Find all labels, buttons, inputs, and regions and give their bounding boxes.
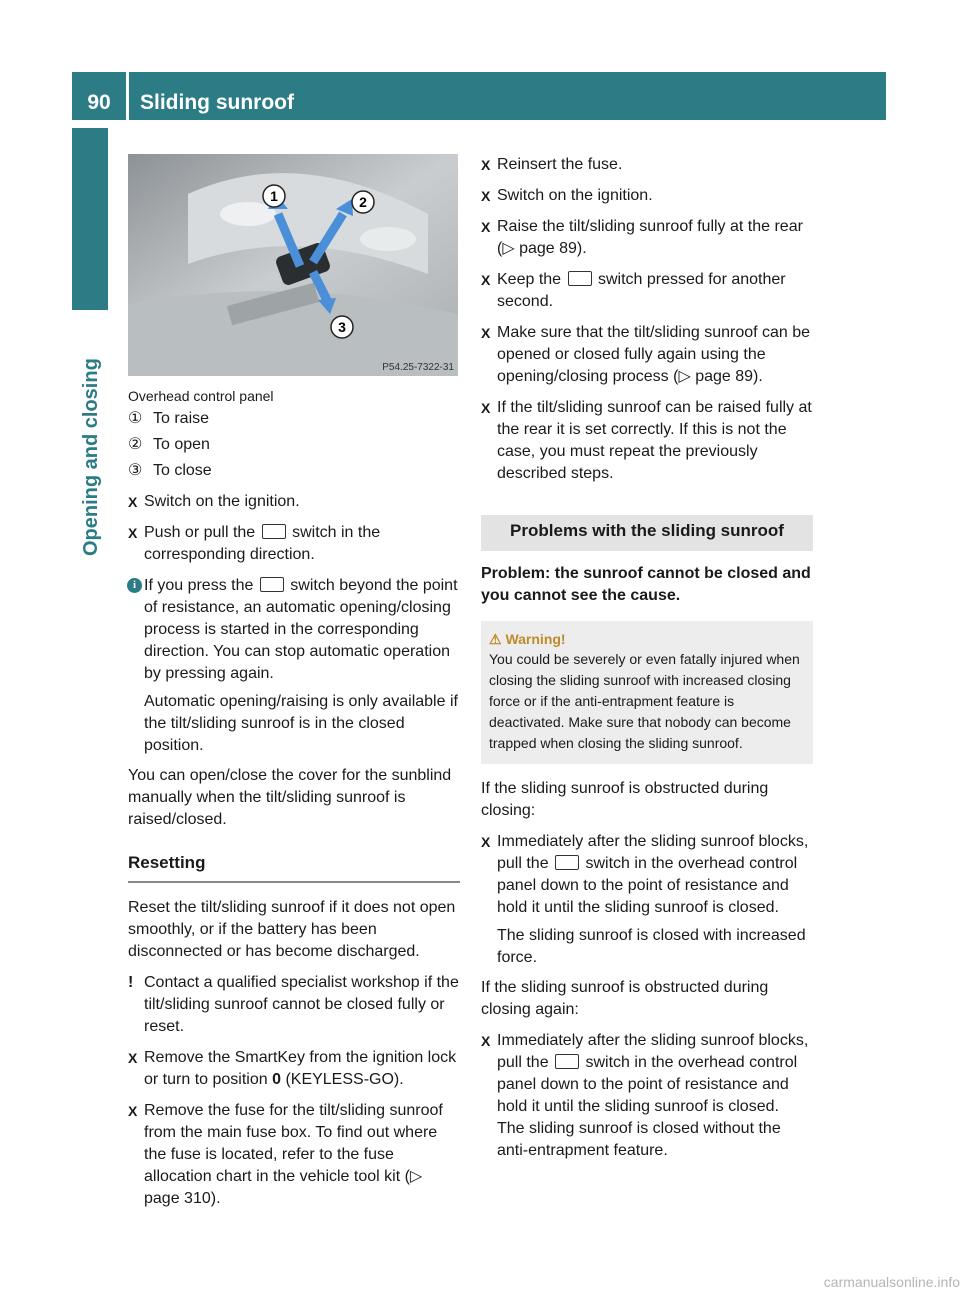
page-number: 90 bbox=[87, 91, 111, 114]
step: X Remove the fuse for the tilt/sliding sunroof from the main fuse box. To find out where the fuse is located, refer to the fuse allocation chart in the vehicle tool kit (▷ page 310). bbox=[128, 1102, 443, 1207]
section-heading: Resetting bbox=[128, 853, 460, 883]
marker-1: 1 bbox=[270, 188, 278, 204]
legend-item: ③ To close bbox=[128, 462, 212, 479]
switch-icon bbox=[555, 1054, 579, 1069]
section-tab bbox=[72, 128, 108, 310]
section-label: Opening and closing bbox=[80, 358, 102, 556]
step: X Reinsert the fuse. bbox=[481, 156, 623, 173]
step: X Immediately after the sliding sunroof blocks, pull the switch in the overhead control panel down to the point of resistance and hold it until the sliding sunroof is closed. The sliding sunroof is closed without the anti-entrapment feature. bbox=[481, 1032, 809, 1159]
figure-caption: Overhead control panel bbox=[128, 388, 274, 404]
legend-item: ① To raise bbox=[128, 410, 210, 427]
problem-statement: Problem: the sunroof cannot be closed and you cannot see the cause. bbox=[481, 565, 811, 604]
step: X Immediately after the sliding sunroof blocks, pull the switch in the overhead control panel down to the point of resistance and hold it until the sliding sunroof is closed. The sliding sunroof is closed with increased force. bbox=[481, 833, 809, 966]
page-title: Sliding sunroof bbox=[140, 91, 294, 114]
switch-icon bbox=[555, 855, 579, 870]
paragraph: If the sliding sunroof is obstructed during closing again: bbox=[481, 979, 769, 1018]
step: X Switch on the ignition. bbox=[128, 493, 300, 510]
section-heading: Problems with the sliding sunroof bbox=[481, 515, 813, 551]
legend-item: ② To open bbox=[128, 436, 210, 453]
caution-note: ! Contact a qualified specialist workshop if the tilt/sliding sunroof cannot be closed fully or reset. bbox=[128, 974, 459, 1035]
info-note: i If you press the switch beyond the point of resistance, an automatic opening/closing process is started in the corresponding direction. You can stop automatic operation by pressing again. Automatic opening/raising is only available if the tilt/sliding sunroof is in the closed position. bbox=[128, 575, 460, 757]
figure-code: P54.25-7322-31 bbox=[382, 362, 454, 373]
step: X Raise the tilt/sliding sunroof fully at the rear (▷ page 89). bbox=[481, 218, 803, 257]
info-icon: i bbox=[127, 578, 142, 593]
marker-2: 2 bbox=[359, 194, 367, 210]
watermark: carmanualsonline.info bbox=[823, 1274, 960, 1290]
step: X If the tilt/sliding sunroof can be raised fully at the rear it is set correctly. If this is not the case, you must repeat the previously described steps. bbox=[481, 399, 812, 482]
marker-3: 3 bbox=[338, 319, 346, 335]
step: X Make sure that the tilt/sliding sunroof can be opened or closed fully again using the opening/closing process (▷ page 89). bbox=[481, 324, 811, 385]
step: X Remove the SmartKey from the ignition lock or turn to position 0 (KEYLESS-GO). bbox=[128, 1049, 457, 1088]
switch-icon bbox=[262, 524, 286, 539]
overhead-panel-photo bbox=[128, 154, 458, 376]
warning-icon: ⚠ bbox=[489, 631, 502, 647]
header-divider bbox=[126, 72, 129, 120]
left-column bbox=[128, 154, 460, 1210]
step: X Keep the switch pressed for another second. bbox=[481, 271, 786, 310]
step: X Switch on the ignition. bbox=[481, 187, 653, 204]
switch-icon bbox=[568, 271, 592, 286]
paragraph: If the sliding sunroof is obstructed during closing: bbox=[481, 780, 769, 819]
page-header bbox=[72, 72, 886, 120]
step: X Push or pull the switch in the corresponding direction. bbox=[128, 524, 381, 563]
switch-icon bbox=[260, 577, 284, 592]
warning-box bbox=[481, 621, 813, 764]
right-column bbox=[481, 154, 813, 1162]
warning-title: ⚠ Warning! bbox=[489, 631, 566, 647]
paragraph: Reset the tilt/sliding sunroof if it does not open smoothly, or if the battery has been disconnected or has become discharged. bbox=[128, 899, 456, 960]
warning-text: You could be severely or even fatally injured when closing the sliding sunroof with increased closing force or if the anti-entrapment feature is deactivated. Make sure that nobody can become trapped when closing the sliding sunroof. bbox=[489, 651, 800, 751]
exclamation-icon: ! bbox=[128, 974, 134, 991]
paragraph: You can open/close the cover for the sunblind manually when the tilt/sliding sunroof is raised/closed. bbox=[128, 767, 452, 828]
